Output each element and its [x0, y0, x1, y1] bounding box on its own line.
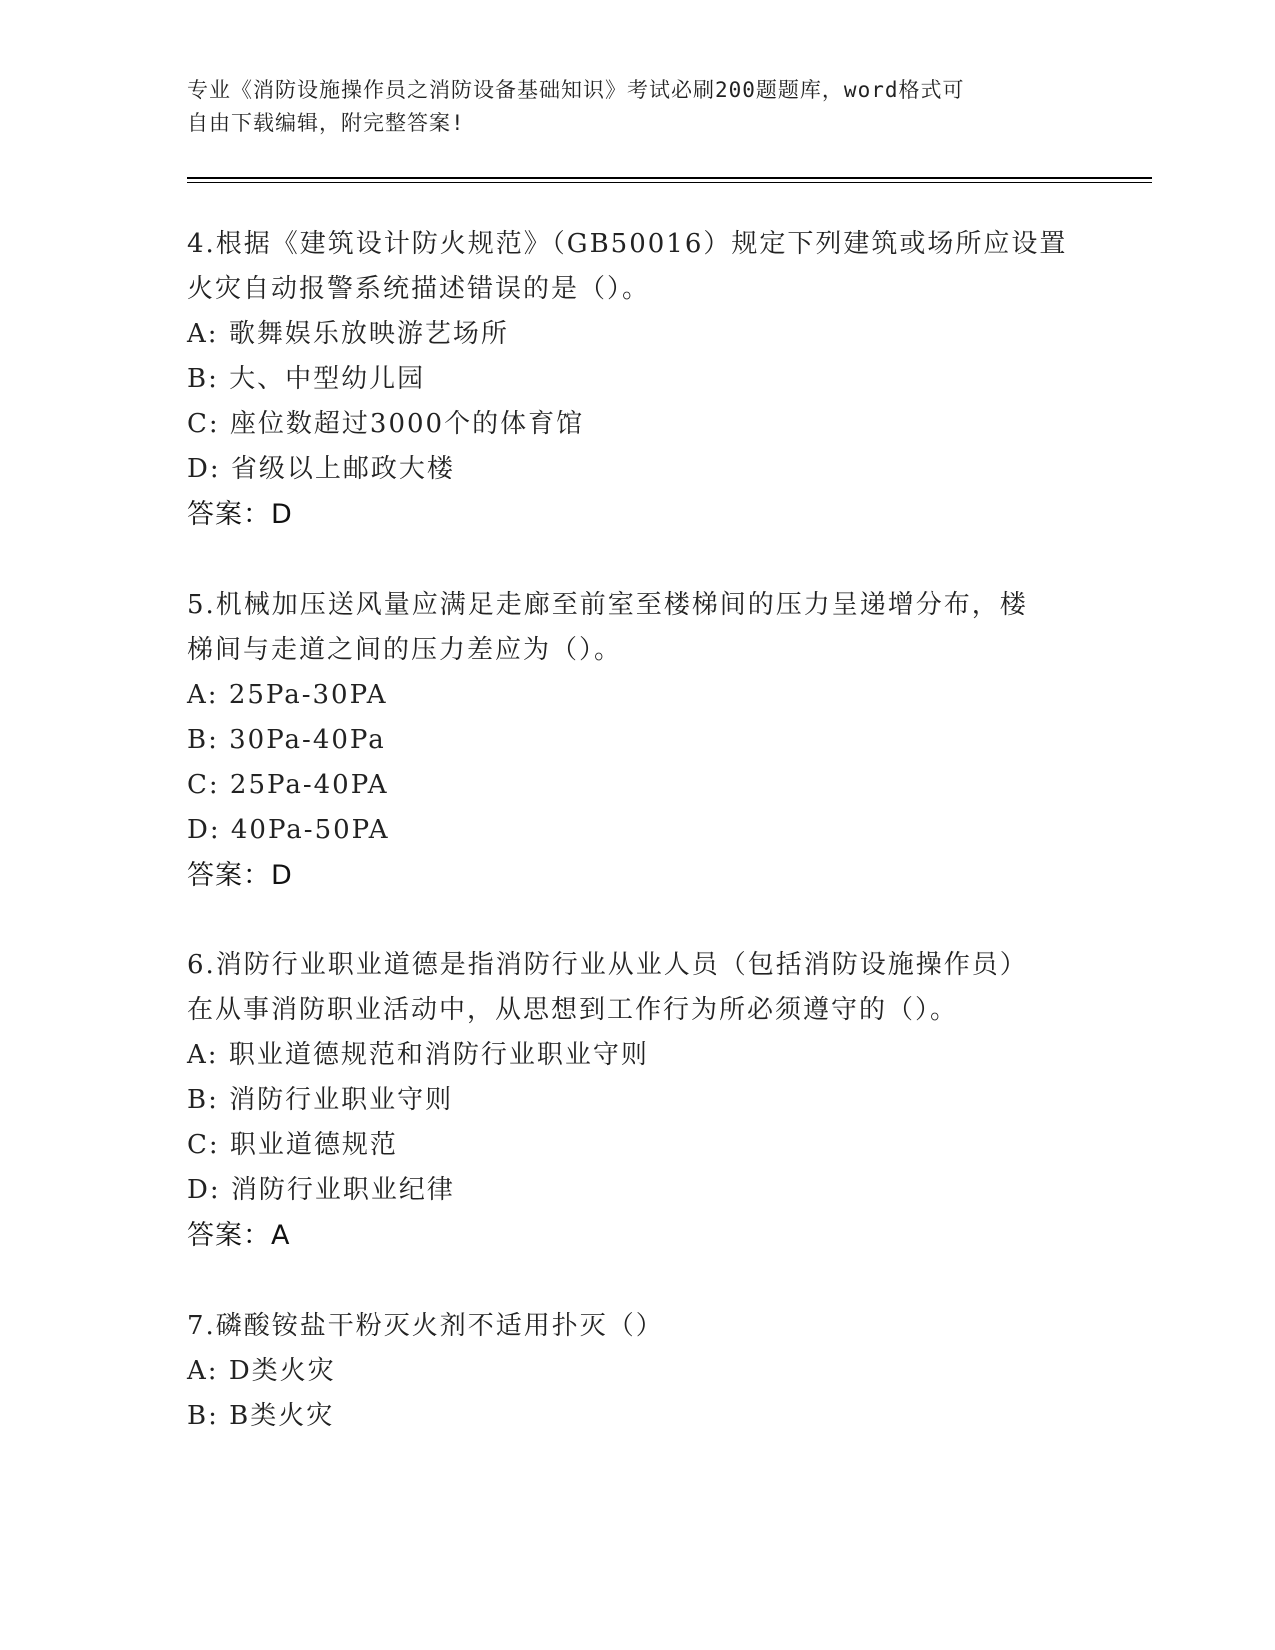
- option-text: 职业道德规范和消防行业职业守则: [228, 1040, 649, 1070]
- option-d: [187, 447, 1087, 492]
- option-text: 40Pa-50PA: [230, 815, 390, 845]
- question-stem-line: 火灾自动报警系统描述错误的是（）。: [187, 274, 651, 304]
- option-text: 歌舞娱乐放映游艺场所: [228, 319, 509, 349]
- header-line-1: 专业《消防设施操作员之消防设备基础知识》考试必刷200题题库，word格式可: [187, 78, 965, 102]
- option-letter: C:: [187, 1130, 220, 1160]
- option-letter: B:: [187, 364, 219, 394]
- option-text: 25Pa-40PA: [229, 770, 389, 800]
- option-letter: B:: [187, 1401, 219, 1431]
- option-b: [187, 1394, 1087, 1439]
- option-letter: A:: [187, 319, 219, 349]
- option-text: 25Pa-30PA: [228, 680, 388, 710]
- option-b: [187, 1078, 1087, 1123]
- answer-line: 答案：D: [187, 499, 293, 530]
- option-text: 30Pa-40Pa: [229, 725, 386, 755]
- option-text: B类火灾: [229, 1401, 335, 1431]
- option-a: [187, 312, 1087, 357]
- option-letter: D:: [187, 454, 221, 484]
- question-block: [187, 222, 1087, 537]
- header-divider-thin: [187, 182, 1152, 183]
- document-header: [187, 74, 1087, 140]
- question-stem-line: 梯间与走道之间的压力差应为（）。: [187, 635, 623, 665]
- option-letter: A:: [187, 1356, 219, 1386]
- question-stem-line: 5.机械加压送风量应满足走廊至前室至楼梯间的压力呈递增分布，楼: [187, 590, 1028, 620]
- question-stem-line: 4.根据《建筑设计防火规范》（GB50016）规定下列建筑或场所应设置: [187, 229, 1068, 259]
- option-letter: A:: [187, 1040, 219, 1070]
- option-letter: A:: [187, 680, 219, 710]
- option-a: [187, 673, 1087, 718]
- option-letter: D:: [187, 1175, 221, 1205]
- question-block: [187, 583, 1087, 898]
- option-c: [187, 763, 1087, 808]
- option-letter: C:: [187, 770, 220, 800]
- option-text: 消防行业职业守则: [229, 1085, 454, 1115]
- option-text: 座位数超过3000个的体育馆: [229, 409, 585, 439]
- header-divider: [187, 177, 1152, 179]
- option-d: [187, 808, 1087, 853]
- question-stem: [187, 943, 1087, 1033]
- option-b: [187, 718, 1087, 763]
- question-stem-line: 7.磷酸铵盐干粉灭火剂不适用扑灭（）: [187, 1311, 664, 1341]
- question-stem: [187, 222, 1087, 312]
- option-c: [187, 402, 1087, 447]
- option-text: D类火灾: [228, 1356, 336, 1386]
- option-a: [187, 1033, 1087, 1078]
- option-text: 职业道德规范: [229, 1130, 398, 1160]
- question-block: [187, 1304, 1087, 1439]
- question-stem-line: 6.消防行业职业道德是指消防行业从业人员（包括消防设施操作员）: [187, 950, 1028, 980]
- option-text: 大、中型幼儿园: [229, 364, 426, 394]
- question-stem: [187, 583, 1087, 673]
- answer-line: 答案：D: [187, 860, 293, 891]
- option-text: 消防行业职业纪律: [230, 1175, 455, 1205]
- option-b: [187, 357, 1087, 402]
- option-letter: B:: [187, 1085, 219, 1115]
- option-a: [187, 1349, 1087, 1394]
- option-letter: C:: [187, 409, 220, 439]
- question-block: [187, 943, 1087, 1258]
- option-c: [187, 1123, 1087, 1168]
- option-d: [187, 1168, 1087, 1213]
- header-line-2: 自由下载编辑，附完整答案!: [187, 111, 465, 135]
- question-stem-line: 在从事消防职业活动中，从思想到工作行为所必须遵守的（）。: [187, 995, 959, 1025]
- option-text: 省级以上邮政大楼: [230, 454, 455, 484]
- question-stem: [187, 1304, 1087, 1349]
- answer-line: 答案：A: [187, 1220, 291, 1251]
- option-letter: B:: [187, 725, 219, 755]
- option-letter: D:: [187, 815, 221, 845]
